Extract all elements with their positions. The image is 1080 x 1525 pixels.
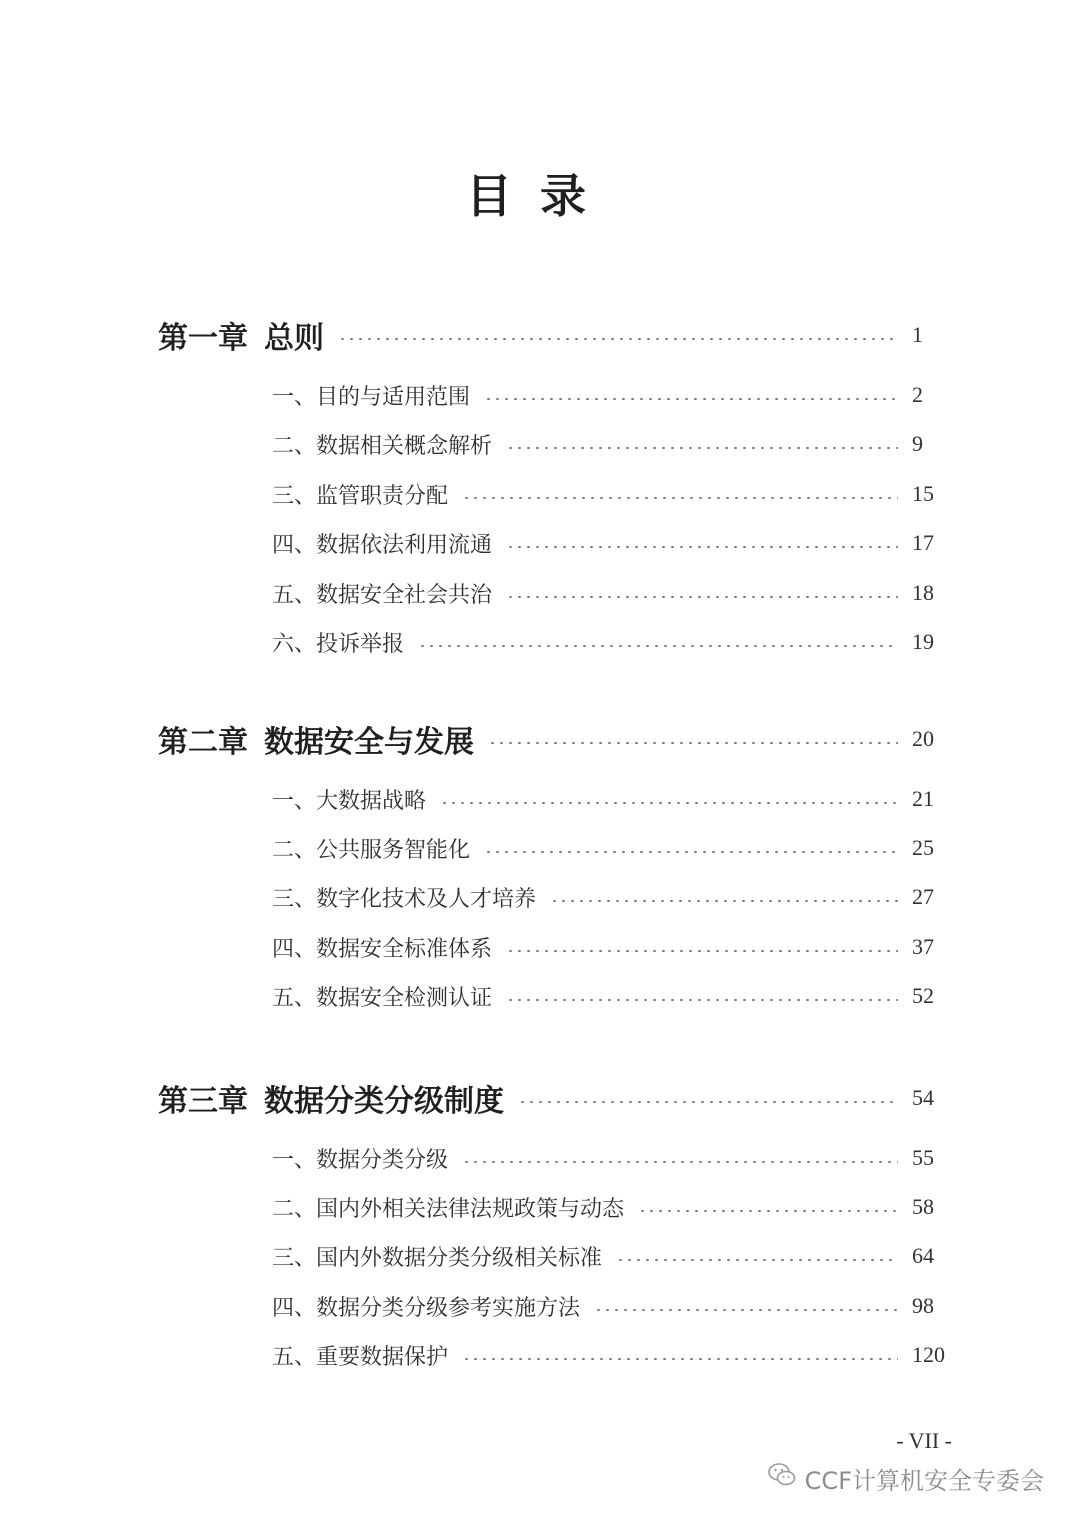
chapter-heading — [158, 717, 474, 761]
dot-leader — [462, 497, 898, 499]
entry-title: 五、重要数据保护 — [272, 1344, 449, 1370]
chapter-title: 数据分类分级制度 — [264, 1084, 504, 1119]
page-number: 27 — [912, 884, 934, 909]
entry-title: 二、数据相关概念解析 — [272, 433, 493, 459]
toc-entry[interactable] — [0, 925, 1080, 969]
dot-leader — [594, 1309, 898, 1311]
page-number: 120 — [912, 1342, 945, 1367]
toc-chapter-2[interactable] — [0, 717, 1080, 761]
toc-entry[interactable] — [0, 571, 1080, 615]
page-number: 18 — [912, 580, 934, 605]
toc-entry[interactable] — [0, 826, 1080, 870]
toc-entry[interactable] — [0, 974, 1080, 1018]
toc-entry[interactable] — [0, 373, 1080, 417]
dot-leader — [484, 398, 898, 400]
dot-leader — [418, 645, 898, 647]
page-title: 目录 — [466, 169, 614, 223]
chapter-number: 第二章 — [158, 725, 248, 760]
toc-chapter-3[interactable] — [0, 1076, 1080, 1120]
entry-title: 二、公共服务智能化 — [272, 837, 471, 863]
dot-leader — [506, 950, 898, 952]
dot-leader — [338, 338, 898, 340]
dot-leader — [638, 1210, 898, 1212]
toc-chapter-1[interactable] — [0, 313, 1080, 357]
entry-title: 五、数据安全检测认证 — [272, 985, 493, 1011]
page-number: 15 — [912, 481, 934, 506]
entry-title: 五、数据安全社会共治 — [272, 582, 493, 608]
toc-entry[interactable] — [0, 422, 1080, 466]
page-number: 1 — [912, 322, 923, 347]
dot-leader — [550, 900, 898, 902]
page-folio: - VII - — [896, 1428, 952, 1453]
chapter-title: 总则 — [264, 321, 324, 356]
page-number: 55 — [912, 1145, 934, 1170]
chapter-heading — [158, 313, 324, 357]
chapter-title: 数据安全与发展 — [264, 725, 474, 760]
dot-leader — [488, 742, 898, 744]
dot-leader — [616, 1259, 898, 1261]
page-number: 58 — [912, 1194, 934, 1219]
entry-title: 四、数据安全标准体系 — [272, 936, 493, 962]
page-number: 64 — [912, 1243, 934, 1268]
toc-entry[interactable] — [0, 521, 1080, 565]
entry-title: 三、数字化技术及人才培养 — [272, 886, 537, 912]
dot-leader — [506, 999, 898, 1001]
page-number: 9 — [912, 431, 923, 456]
toc-entry[interactable] — [0, 777, 1080, 821]
page-number: 52 — [912, 983, 934, 1008]
entry-title: 六、投诉举报 — [272, 631, 405, 657]
page-number: 19 — [912, 629, 934, 654]
dot-leader — [440, 802, 898, 804]
dot-leader — [484, 851, 898, 853]
entry-title: 一、数据分类分级 — [272, 1147, 449, 1173]
entry-title: 三、国内外数据分类分级相关标准 — [272, 1245, 603, 1271]
entry-title: 四、数据分类分级参考实施方法 — [272, 1295, 581, 1321]
page-number: 98 — [912, 1293, 934, 1318]
toc-entry[interactable] — [0, 620, 1080, 664]
page-number: 20 — [912, 726, 934, 751]
page-number: 37 — [912, 934, 934, 959]
page-number: 21 — [912, 786, 934, 811]
chapter-number: 第三章 — [158, 1084, 248, 1119]
page-number: 25 — [912, 835, 934, 860]
dot-leader — [462, 1358, 898, 1360]
entry-title: 三、监管职责分配 — [272, 483, 449, 509]
entry-title: 一、目的与适用范围 — [272, 384, 471, 410]
entry-title: 二、国内外相关法律法规政策与动态 — [272, 1196, 625, 1222]
wechat-icon — [767, 1461, 797, 1495]
chapter-number: 第一章 — [158, 321, 248, 356]
chapter-heading — [158, 1076, 504, 1120]
dot-leader — [506, 596, 898, 598]
page-number: 54 — [912, 1085, 934, 1110]
toc-entry[interactable] — [0, 875, 1080, 919]
page-number: 2 — [912, 382, 923, 407]
toc-entry[interactable] — [0, 472, 1080, 516]
toc-entry[interactable] — [0, 1284, 1080, 1328]
entry-title: 四、数据依法利用流通 — [272, 532, 493, 558]
toc-entry[interactable] — [0, 1185, 1080, 1229]
dot-leader — [518, 1101, 898, 1103]
watermark-text: CCF计算机安全专委会 — [804, 1466, 1044, 1495]
watermark — [767, 1460, 1044, 1496]
page-number: 17 — [912, 530, 934, 555]
toc-entry[interactable] — [0, 1136, 1080, 1180]
dot-leader — [506, 546, 898, 548]
toc-entry[interactable] — [0, 1234, 1080, 1278]
dot-leader — [462, 1161, 898, 1163]
dot-leader — [506, 447, 898, 449]
entry-title: 一、大数据战略 — [272, 788, 427, 814]
toc-entry[interactable] — [0, 1333, 1080, 1377]
